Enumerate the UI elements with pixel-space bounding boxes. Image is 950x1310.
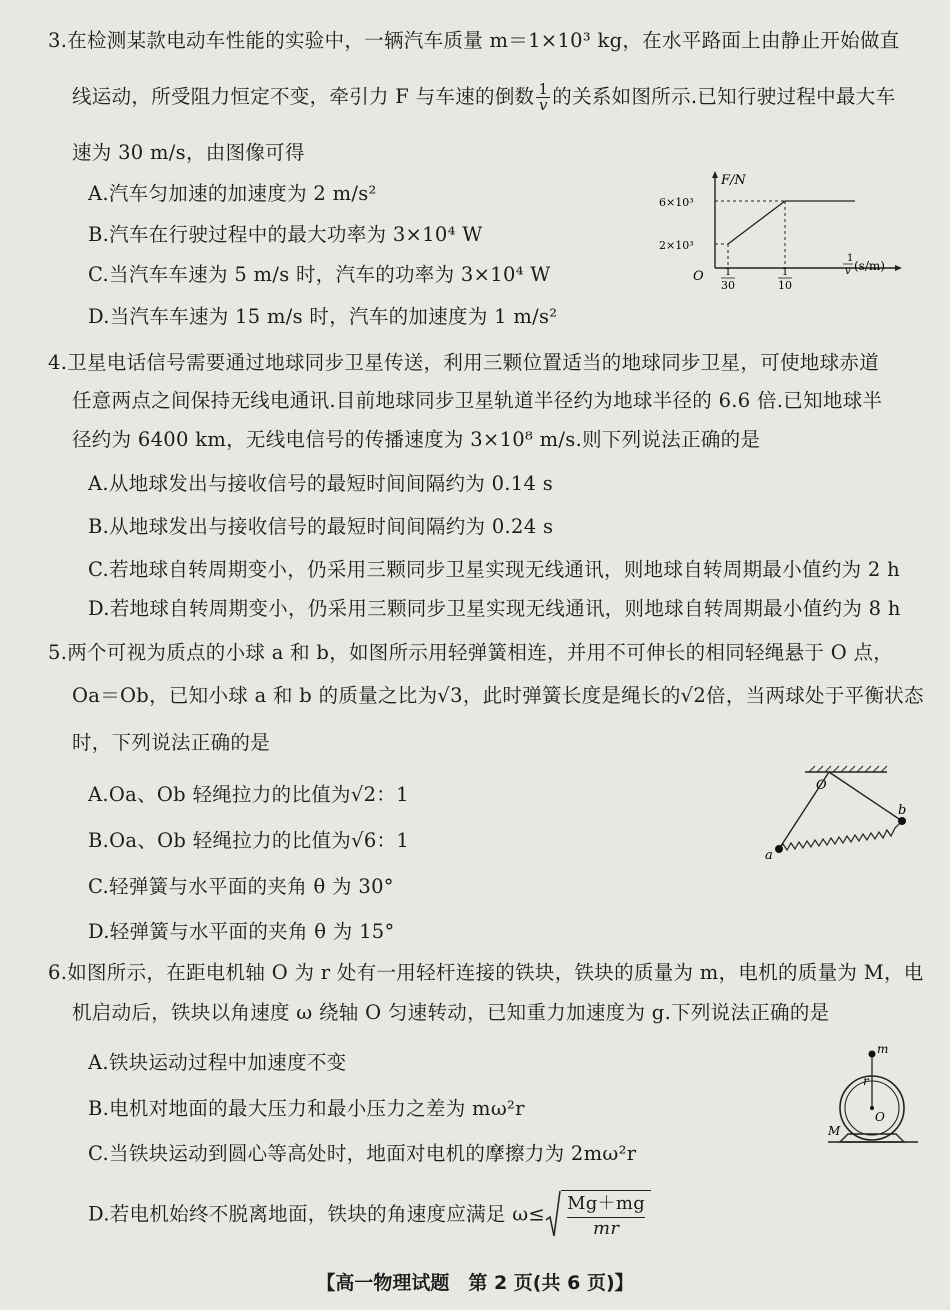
q3-stem-line2-b: 的关系如图所示.已知行驶过程中最大车 bbox=[552, 85, 896, 108]
graph-ytick-2e3: 2×10³ bbox=[659, 239, 694, 252]
graph-y-label: F/N bbox=[721, 173, 746, 188]
q6-motor-M-label: M bbox=[828, 1124, 841, 1138]
radical-sign bbox=[545, 1190, 561, 1240]
q5-option-d: D.轻弹簧与水平面的夹角 θ 为 15° bbox=[88, 920, 395, 943]
q4-option-b: B.从地球发出与接收信号的最短时间间隔约为 0.24 s bbox=[88, 515, 554, 538]
q6-option-c: C.当铁块运动到圆心等高处时，地面对电机的摩擦力为 2mω²r bbox=[88, 1142, 637, 1165]
q5-stem-line2: Oa＝Ob，已知小球 a 和 b 的质量之比为√3，此时弹簧长度是绳长的√2倍，当两球处于平衡状态 bbox=[72, 684, 924, 707]
q3-option-b: B.汽车在行驶过程中的最大功率为 3×10⁴ W bbox=[88, 223, 483, 246]
radical-fraction bbox=[561, 1190, 651, 1240]
frac-denominator: v bbox=[538, 96, 548, 114]
q6-option-a: A.铁块运动过程中加速度不变 bbox=[88, 1051, 347, 1074]
ball-b bbox=[898, 817, 906, 825]
frac-numerator: 1 bbox=[538, 80, 549, 98]
graph-xlabel-den: v bbox=[845, 266, 851, 277]
q3-option-d: D.当汽车车速为 15 m/s 时，汽车的加速度为 1 m/s² bbox=[88, 305, 558, 328]
q5-option-b: B.Oa、Ob 轻绳拉力的比值为√6：1 bbox=[88, 829, 410, 852]
ceiling-hatch bbox=[809, 766, 887, 772]
graph-y-arrow bbox=[712, 171, 718, 178]
q3-option-a: A.汽车匀加速的加速度为 2 m/s² bbox=[88, 182, 377, 205]
axle-point bbox=[870, 1106, 874, 1110]
rope-oa bbox=[779, 772, 829, 849]
q6-stem-line2: 机启动后，铁块以角速度 ω 绕轴 O 匀速转动，已知重力加速度为 g.下列说法正确的是 bbox=[72, 1001, 830, 1024]
q6-mass-m-label: m bbox=[877, 1042, 889, 1056]
q3-option-c: C.当汽车车速为 5 m/s 时，汽车的功率为 3×10⁴ W bbox=[88, 263, 551, 286]
radical-denominator: mr bbox=[592, 1218, 620, 1239]
q5-spring-figure bbox=[755, 764, 920, 864]
ball-a bbox=[775, 845, 783, 853]
q5-point-o-label: O bbox=[816, 778, 827, 793]
graph-xlabel-unit: (s/m) bbox=[854, 259, 885, 273]
graph-ytick-6e3: 6×10³ bbox=[659, 196, 694, 209]
q6-option-d-text: D.若电机始终不脱离地面，铁块的角速度应满足 ω≤ bbox=[88, 1202, 546, 1226]
q4-option-c: C.若地球自转周期变小，仍采用三颗同步卫星实现无线通讯，则地球自转周期最小值约为 2 h bbox=[88, 558, 900, 581]
q5-stem-line1: 5.两个可视为质点的小球 a 和 b，如图所示用轻弹簧相连，并用不可伸长的相同轻绳悬于 O 点， bbox=[48, 641, 894, 664]
q4-option-a: A.从地球发出与接收信号的最短时间间隔约为 0.14 s bbox=[88, 472, 554, 495]
graph-xtick-30-den: 30 bbox=[721, 279, 735, 292]
graph-x-arrow bbox=[895, 265, 902, 271]
radical-numerator: Mg＋mg bbox=[567, 1193, 645, 1218]
graph-xlabel-num: 1 bbox=[847, 253, 854, 264]
q6-axis-o-label: O bbox=[875, 1110, 885, 1124]
q5-ball-a-label: a bbox=[765, 848, 773, 863]
q3-stem-line1: 3.在检测某款电动车性能的实验中，一辆汽车质量 m＝1×10³ kg，在水平路面上由静止开始做直 bbox=[48, 29, 900, 52]
q4-stem-line1: 4.卫星电话信号需要通过地球同步卫星传送，利用三颗位置适当的地球同步卫星，可使地球赤道 bbox=[48, 351, 880, 374]
q6-motor-figure bbox=[818, 1040, 928, 1145]
q6-option-b: B.电机对地面的最大压力和最小压力之差为 mω²r bbox=[88, 1097, 525, 1120]
q5-ball-b-label: b bbox=[898, 803, 907, 818]
q6-radius-r-label: r bbox=[863, 1074, 869, 1088]
q3-stem-line3: 速为 30 m/s，由图像可得 bbox=[72, 141, 305, 164]
q5-stem-line3: 时，下列说法正确的是 bbox=[72, 731, 271, 754]
graph-origin: O bbox=[693, 269, 704, 284]
q4-option-d: D.若地球自转周期变小，仍采用三颗同步卫星实现无线通讯，则地球自转周期最小值约为 8 h bbox=[88, 597, 901, 620]
q6-stem-line1: 6.如图所示，在距电机轴 O 为 r 处有一用轻杆连接的铁块，铁块的质量为 m，电机的质量为 M，电 bbox=[48, 961, 924, 984]
page-footer: 【高一物理试题 第 2 页(共 6 页)】 bbox=[316, 1272, 634, 1294]
q6-option-d bbox=[88, 1190, 651, 1240]
q4-stem-line2: 任意两点之间保持无线电通讯.目前地球同步卫星轨道半径约为地球半径的 6.6 倍.已知地球半 bbox=[72, 389, 883, 412]
q5-option-c: C.轻弹簧与水平面的夹角 θ 为 30° bbox=[88, 875, 394, 898]
iron-block bbox=[869, 1051, 876, 1058]
graph-xtick-10-den: 10 bbox=[778, 279, 792, 292]
graph-xtick-10-num: 1 bbox=[781, 267, 789, 278]
graph-xtick-30-num: 1 bbox=[724, 267, 732, 278]
spring bbox=[779, 821, 902, 850]
q6-option-d-radical bbox=[545, 1190, 651, 1240]
q3-force-graph bbox=[655, 168, 905, 298]
q4-stem-line3: 径约为 6400 km，无线电信号的传播速度为 3×10⁸ m/s.则下列说法正确的是 bbox=[72, 428, 761, 451]
q3-inverse-v-fraction bbox=[536, 82, 550, 113]
rope-ob bbox=[829, 772, 902, 821]
q3-stem-line2-a: 线运动，所受阻力恒定不变，牵引力 F 与车速的倒数 bbox=[72, 85, 535, 108]
graph-sloped-segment bbox=[728, 201, 785, 244]
q3-stem-line2 bbox=[72, 82, 895, 113]
q5-option-a: A.Oa、Ob 轻绳拉力的比值为√2：1 bbox=[88, 783, 409, 806]
